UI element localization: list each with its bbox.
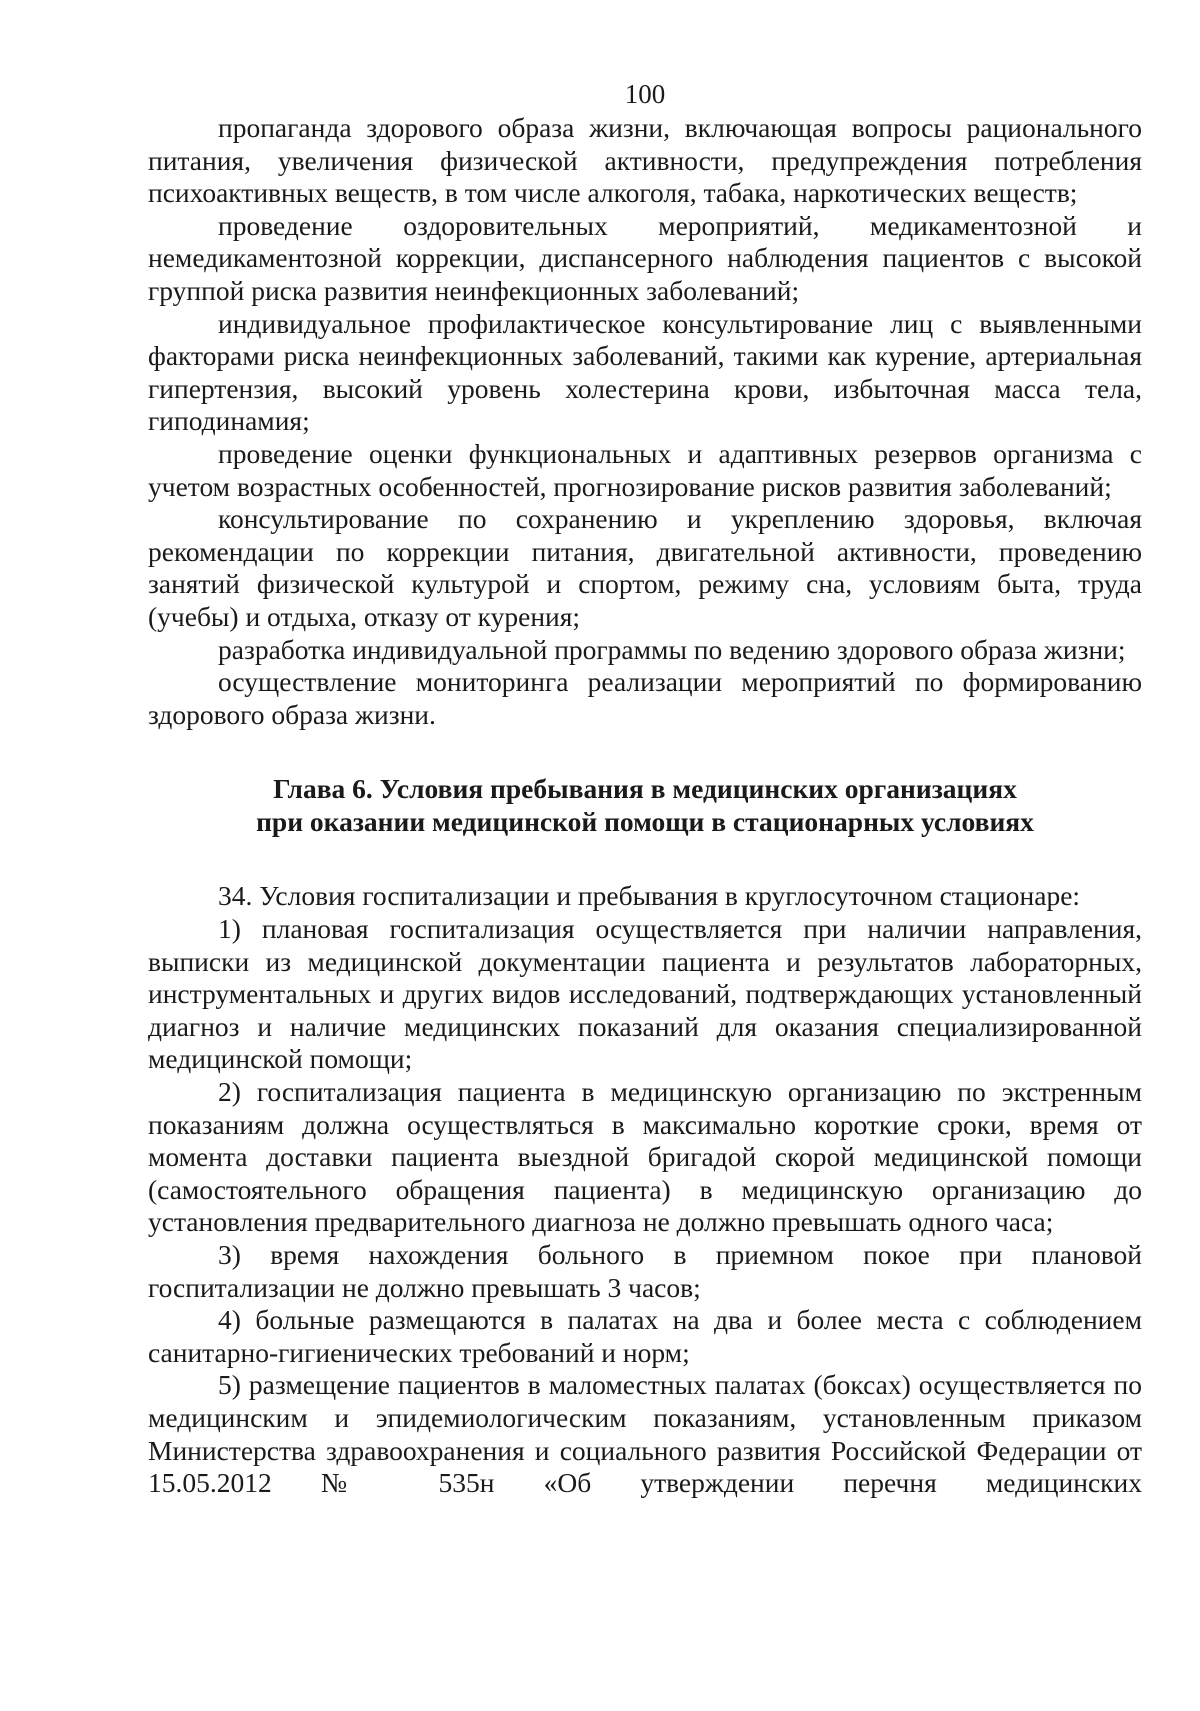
paragraph: проведение оценки функциональных и адаптивных резервов организма с учетом возрастных особенностей, прогнозирование рисков развития заболеваний; bbox=[148, 437, 1142, 502]
paragraph: 34. Условия госпитализации и пребывания в круглосуточном стационаре: bbox=[218, 880, 1081, 912]
page-number: 100 bbox=[624, 79, 666, 109]
paragraph: консультирование по сохранению и укреплению здоровья, включая рекомендации по коррекции питания, двигательной активности, проведению занятий физической культурой и спортом, режиму сна, условиям быта, труда (учебы) и отдыха, отказу от курения; bbox=[148, 503, 1142, 632]
paragraph: 2) госпитализация пациента в медицинскую организацию по экстренным показаниям должна осуществляться в максимально короткие сроки, время от момента доставки пациента выездной бригадой скорой медицинской помощи (самостоятельного обращения пациента) в медицинскую организацию до установления предварительного диагноза не должно превышать одного часа; bbox=[148, 1076, 1142, 1238]
paragraph: индивидуальное профилактическое консультирование лиц с выявленными факторами риска неинфекционных заболеваний, такими как курение, артериальная гипертензия, высокий уровень холестерина крови, избыточная масса тела, гиподинамия; bbox=[148, 307, 1142, 437]
paragraph: осуществление мониторинга реализации мероприятий по формированию здорового образа жизни. bbox=[148, 666, 1142, 730]
paragraph: 4) больные размещаются в палатах на два и более места с соблюдением санитарно-гигиенических требований и норм; bbox=[148, 1304, 1142, 1368]
paragraph: пропаганда здорового образа жизни, включающая вопросы рационального питания, увеличения физической активности, предупреждения потребления психоактивных веществ, в том числе алкоголя, табака, наркотических веществ; bbox=[148, 112, 1142, 209]
document-page bbox=[148, 78, 1142, 1500]
chapter-heading-line-1: Глава 6. Условия пребывания в медицинских организациях bbox=[273, 773, 1017, 805]
paragraph: разработка индивидуальной программы по ведению здорового образа жизни; bbox=[218, 633, 1126, 665]
paragraph: 5) размещение пациентов в маломестных палатах (боксах) осуществляется по медицинским и эпидемиологическим показаниям, установленным приказом Министерства здравоохранения и социального развития Российской Федерации от 15.05.2012 № 535н «Об утверждении перечня медицинских bbox=[148, 1369, 1142, 1499]
chapter-heading bbox=[148, 773, 1142, 838]
paragraph: проведение оздоровительных мероприятий, медикаментозной и немедикаментозной коррекции, диспансерного наблюдения пациентов с высокой группой риска развития неинфекционных заболеваний; bbox=[148, 209, 1142, 306]
paragraph: 1) плановая госпитализация осуществляется при наличии направления, выписки из медицинской документации пациента и результатов лабораторных, инструментальных и других видов исследований, подтверждающих установленный диагноз и наличие медицинских показаний для оказания специализированной медицинской помощи; bbox=[148, 913, 1142, 1075]
chapter-heading-line-2: при оказании медицинской помощи в стационарных условиях bbox=[256, 805, 1034, 837]
paragraph: 3) время нахождения больного в приемном покое при плановой госпитализации не должно превышать 3 часов; bbox=[148, 1239, 1142, 1303]
